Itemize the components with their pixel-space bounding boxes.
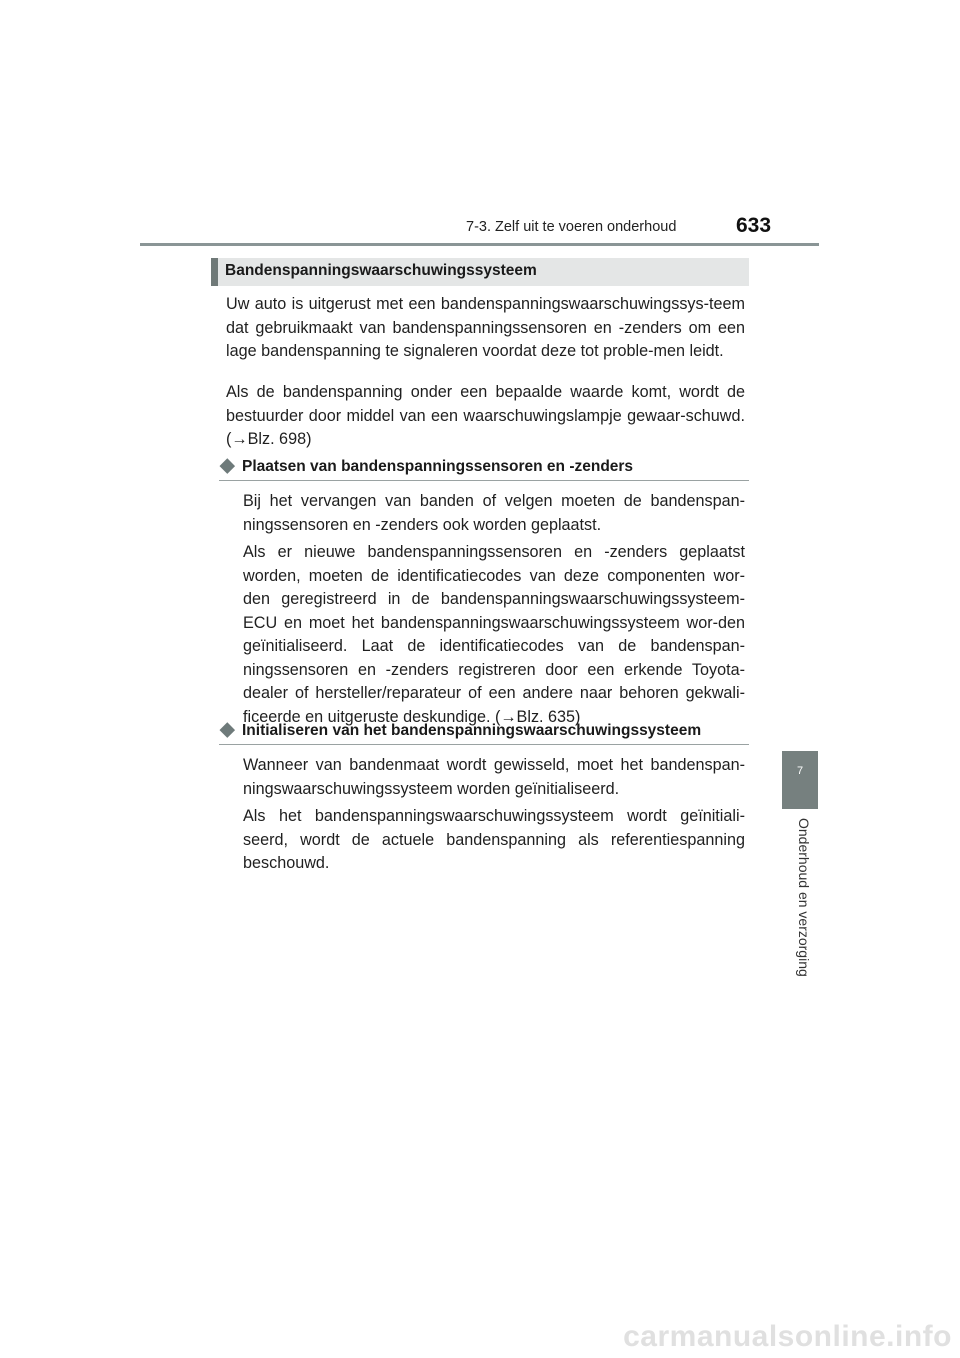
watermark: carmanualsonline.info bbox=[623, 1320, 952, 1353]
initialize-paragraph-2: Als het bandenspanningswaarschuwingssysteem wordt geïnitiali-seerd, wordt de actuele bandenspanning als referentiespanning beschouwd. bbox=[243, 807, 745, 872]
warning-paragraph: Als de bandenspanning onder een bepaalde waarde komt, wordt de bestuurder door middel van een waarschuwingslampje gewaar-schuwd. (→Blz. 698) bbox=[226, 383, 745, 448]
header-rule bbox=[140, 243, 819, 246]
page-number: 633 bbox=[736, 214, 772, 237]
intro-paragraph: Uw auto is uitgerust met een bandenspanningswaarschuwingssys-teem dat gebruikmaakt van bandenspanningssensoren en -zenders om een lage bandenspanning te signaleren voordat deze tot proble-men leidt. bbox=[226, 295, 745, 360]
subsection-heading-initialize bbox=[219, 720, 749, 745]
subsection-title: Initialiseren van het bandenspanningswaarschuwingssysteem bbox=[242, 722, 702, 739]
chapter-label: Onderhoud en verzorging bbox=[796, 818, 812, 977]
subsection-heading-sensors bbox=[219, 456, 749, 481]
sensors-paragraph-2: Als er nieuwe bandenspanningssensoren en -zenders geplaatst worden, moeten de identificatiecodes van deze componenten wor-den geregistreerd in de bandenspanningswaarschuwingssysteem-ECU en moet het bandenspanningswaarschuwingssysteem wor-den geïnitialiseerd. Laat de identificatiecodes van de bandenspan-ningssensoren en -zenders registreren door een erkende Toyota-dealer of hersteller/reparateur of een andere naar behoren gekwali-ficeerde en uitgeruste deskundige. (→Blz. 635) bbox=[243, 543, 745, 726]
initialize-paragraph-1: Wanneer van bandenmaat wordt gewisseld, moet het bandenspan-ningswaarschuwingssysteem worden geïnitialiseerd. bbox=[243, 756, 745, 798]
diamond-bullet-icon: ◆ bbox=[220, 455, 235, 476]
subsection-title: Plaatsen van bandenspanningssensoren en -zenders bbox=[242, 458, 634, 475]
diamond-bullet-icon: ◆ bbox=[220, 719, 235, 740]
chapter-number: 7 bbox=[796, 765, 804, 777]
section-heading-bar bbox=[211, 258, 749, 286]
section-heading-title: Bandenspanningswaarschuwingssysteem bbox=[225, 262, 537, 279]
section-heading-accent bbox=[211, 258, 218, 286]
chapter-tab bbox=[782, 751, 818, 809]
header-section-title: 7-3. Zelf uit te voeren onderhoud bbox=[466, 219, 677, 235]
sensors-paragraph-1: Bij het vervangen van banden of velgen moeten de bandenspan-ningssensoren en -zenders ook worden geplaatst. bbox=[243, 492, 745, 534]
